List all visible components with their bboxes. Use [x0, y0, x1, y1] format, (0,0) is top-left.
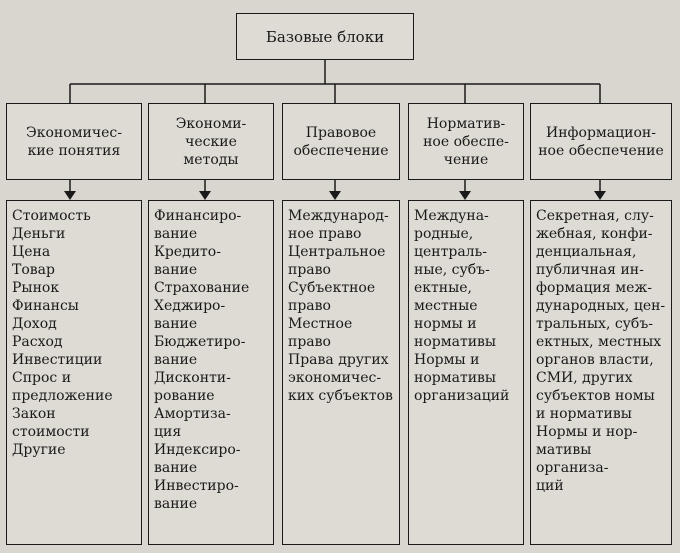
list-item: Инвестиции	[12, 352, 103, 368]
list-item: Другие	[12, 442, 66, 458]
list-item: Секретная, слу- жебная, конфи- денциальная, публичная ин- формация меж- дународных, цен- тральных, субъ- ектных, местных органов власти, СМИ, других субъектов номы и нормативы Нормы и нор- мативы организа- ций	[536, 208, 666, 494]
list-item: Финансиро- вание	[154, 208, 242, 242]
header-label: Правовое обеспечение	[293, 124, 389, 159]
arrow-head-3	[329, 191, 341, 200]
list-item: Спрос и предложение	[12, 370, 113, 404]
list-item: Доход	[12, 316, 57, 332]
header-regulatory-support	[408, 103, 524, 180]
list-item: Деньги	[12, 226, 66, 242]
header-economic-methods	[148, 103, 274, 180]
list-item: Дисконти- рование	[154, 370, 231, 404]
list-item: Цена	[12, 244, 51, 260]
list-item: Международ- ное право	[288, 208, 389, 242]
list-item: Амортиза- ция	[154, 406, 231, 440]
list-item: Товар	[12, 262, 55, 278]
list-item: Стоимость	[12, 208, 91, 224]
list-information-support	[530, 200, 672, 545]
list-item: Местное право	[288, 316, 353, 350]
list-item: Кредито- вание	[154, 244, 221, 278]
list-economic-concepts	[6, 200, 142, 545]
arrow-head-1	[64, 191, 76, 200]
list-item: Финансы	[12, 298, 79, 314]
header-legal-support	[282, 103, 400, 180]
list-item: Междуна- родные, централь- ные, субъ- ектные, местные нормы и нормативы Нормы и нормативы организаций	[414, 208, 510, 404]
list-item: Субъектное право	[288, 280, 376, 314]
list-economic-methods	[148, 200, 274, 545]
header-label: Экономичес- кие понятия	[26, 124, 122, 159]
list-item: Закон стоимости	[12, 406, 90, 440]
arrow-head-4	[459, 191, 471, 200]
arrow-head-5	[594, 191, 606, 200]
list-item: Расход	[12, 334, 63, 350]
list-item: Хеджиро- вание	[154, 298, 226, 332]
list-legal-support	[282, 200, 400, 545]
header-label: Экономи- ческие методы	[175, 115, 247, 168]
header-label: Норматив- ное обеспе- чение	[423, 115, 509, 168]
arrow-head-2	[199, 191, 211, 200]
list-item: Инвестиро- вание	[154, 478, 239, 512]
list-item: Рынок	[12, 280, 60, 296]
list-item: Права других экономичес- ких субъектов	[288, 352, 393, 404]
header-economic-concepts	[6, 103, 142, 180]
list-regulatory-support	[408, 200, 524, 545]
list-item: Индексиро- вание	[154, 442, 241, 476]
root-node	[236, 13, 414, 60]
list-item: Центральное право	[288, 244, 386, 278]
list-item: Страхование	[154, 280, 250, 296]
header-information-support	[530, 103, 672, 180]
root-title: Базовые блоки	[265, 27, 385, 46]
header-label: Информацион- ное обеспечение	[538, 124, 664, 159]
list-item: Бюджетиро- вание	[154, 334, 246, 368]
